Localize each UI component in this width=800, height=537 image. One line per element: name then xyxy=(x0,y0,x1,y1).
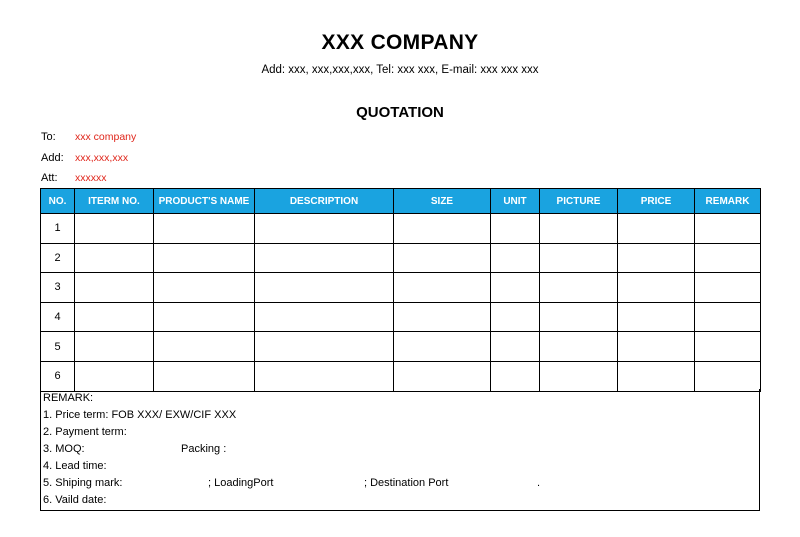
table-header-row xyxy=(41,189,761,214)
column-header-product-name: PRODUCT'S NAME xyxy=(154,189,255,214)
cell[interactable] xyxy=(695,273,761,303)
valid-date: 6. Vaild date: xyxy=(43,494,107,506)
row-number: 6 xyxy=(41,361,75,391)
remarks-box xyxy=(40,389,760,511)
cell[interactable] xyxy=(75,302,154,332)
cell[interactable] xyxy=(540,361,618,391)
packing: Packing : xyxy=(181,443,227,455)
payment-term: 2. Payment term: xyxy=(43,426,127,438)
row-number: 5 xyxy=(41,332,75,362)
cell[interactable] xyxy=(540,243,618,273)
column-header-picture: PICTURE xyxy=(540,189,618,214)
cell[interactable] xyxy=(394,214,491,244)
moq: 3. MOQ: xyxy=(43,443,85,455)
loading-port: ; LoadingPort xyxy=(208,477,274,489)
to-line xyxy=(41,131,136,143)
cell[interactable] xyxy=(618,302,695,332)
row-number: 3 xyxy=(41,273,75,303)
column-header-item-no: ITERM NO. xyxy=(75,189,154,214)
cell[interactable] xyxy=(75,214,154,244)
column-header-price: PRICE xyxy=(618,189,695,214)
cell[interactable] xyxy=(255,243,394,273)
price-term: 1. Price term: FOB XXX/ EXW/CIF XXX xyxy=(43,409,237,421)
cell[interactable] xyxy=(75,243,154,273)
cell[interactable] xyxy=(540,214,618,244)
cell[interactable] xyxy=(695,361,761,391)
add-label: Add: xyxy=(41,152,64,164)
cell[interactable] xyxy=(618,273,695,303)
cell[interactable] xyxy=(394,243,491,273)
cell[interactable] xyxy=(75,273,154,303)
column-header-unit: UNIT xyxy=(491,189,540,214)
destination-port: ; Destination Port xyxy=(364,477,449,489)
att-value: xxxxxx xyxy=(75,172,107,184)
cell[interactable] xyxy=(154,302,255,332)
cell[interactable] xyxy=(491,361,540,391)
cell[interactable] xyxy=(394,332,491,362)
cell[interactable] xyxy=(154,332,255,362)
table-row xyxy=(41,302,761,332)
att-line xyxy=(41,172,107,184)
row-number: 1 xyxy=(41,214,75,244)
company-name: XXX COMPANY xyxy=(321,31,479,54)
cell[interactable] xyxy=(540,302,618,332)
cell[interactable] xyxy=(394,302,491,332)
att-label: Att: xyxy=(41,172,58,184)
table-row xyxy=(41,361,761,391)
cell[interactable] xyxy=(255,302,394,332)
column-header-description: DESCRIPTION xyxy=(255,189,394,214)
cell[interactable] xyxy=(154,243,255,273)
trailing-dot: . xyxy=(537,477,541,489)
quotation-table xyxy=(40,188,761,392)
cell[interactable] xyxy=(491,302,540,332)
cell[interactable] xyxy=(255,214,394,244)
cell[interactable] xyxy=(75,332,154,362)
to-label: To: xyxy=(41,131,56,143)
cell[interactable] xyxy=(618,332,695,362)
cell[interactable] xyxy=(540,273,618,303)
cell[interactable] xyxy=(695,243,761,273)
column-header-no: NO. xyxy=(41,189,75,214)
cell[interactable] xyxy=(154,214,255,244)
cell[interactable] xyxy=(618,243,695,273)
document-title: QUOTATION xyxy=(356,104,444,121)
cell[interactable] xyxy=(255,332,394,362)
table-row xyxy=(41,273,761,303)
cell[interactable] xyxy=(394,361,491,391)
row-number: 4 xyxy=(41,302,75,332)
table-row xyxy=(41,332,761,362)
cell[interactable] xyxy=(255,361,394,391)
cell[interactable] xyxy=(618,361,695,391)
cell[interactable] xyxy=(695,332,761,362)
lead-time: 4. Lead time: xyxy=(43,460,107,472)
cell[interactable] xyxy=(618,214,695,244)
cell[interactable] xyxy=(154,361,255,391)
table-row xyxy=(41,243,761,273)
add-line xyxy=(41,152,128,164)
row-number: 2 xyxy=(41,243,75,273)
shipping-mark: 5. Shiping mark: xyxy=(43,477,123,489)
cell[interactable] xyxy=(491,214,540,244)
cell[interactable] xyxy=(394,273,491,303)
cell[interactable] xyxy=(695,302,761,332)
table-row xyxy=(41,214,761,244)
remarks-heading: REMARK: xyxy=(43,392,94,404)
cell[interactable] xyxy=(491,273,540,303)
cell[interactable] xyxy=(154,273,255,303)
to-value: xxx company xyxy=(75,131,137,143)
column-header-remark: REMARK xyxy=(695,189,761,214)
cell[interactable] xyxy=(255,273,394,303)
cell[interactable] xyxy=(75,361,154,391)
cell[interactable] xyxy=(491,243,540,273)
cell[interactable] xyxy=(491,332,540,362)
company-address: Add: xxx, xxx,xxx,xxx, Tel: xxx xxx, E-mail: xxx xxx xxx xyxy=(261,64,539,76)
cell[interactable] xyxy=(695,214,761,244)
add-value: xxx,xxx,xxx xyxy=(75,152,129,164)
cell[interactable] xyxy=(540,332,618,362)
column-header-size: SIZE xyxy=(394,189,491,214)
